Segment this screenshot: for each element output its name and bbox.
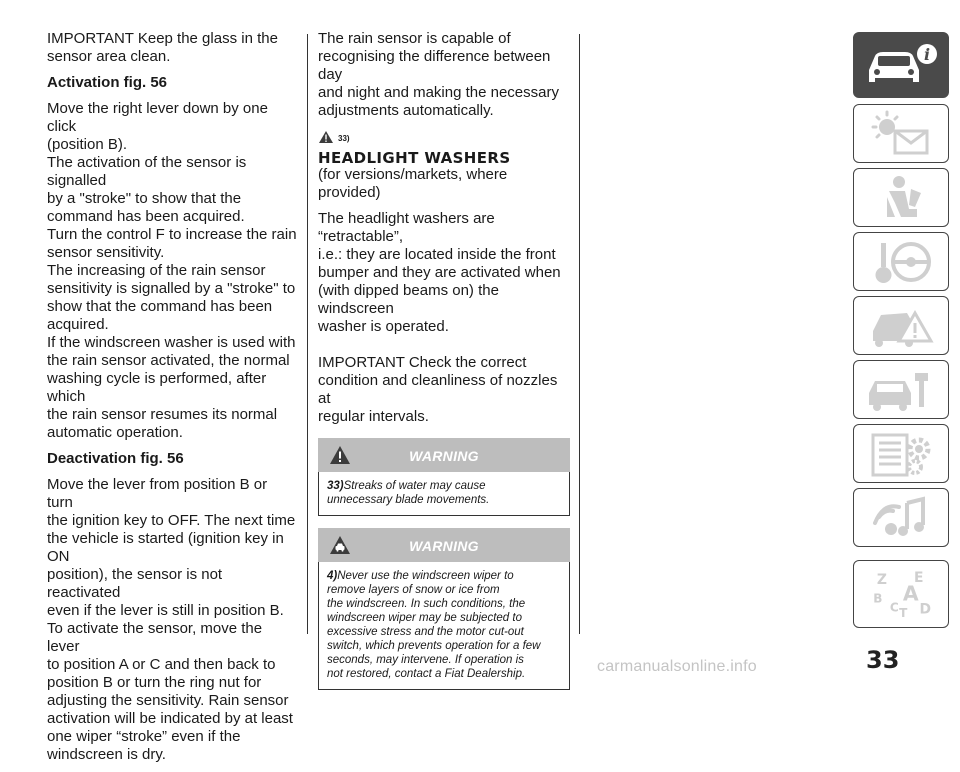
text-line: (position B). bbox=[47, 136, 128, 153]
text-line: The headlight washers are “retractable”, bbox=[318, 210, 495, 245]
text-line: adjustments automatically. bbox=[318, 102, 494, 119]
right-column bbox=[318, 30, 570, 690]
tab-safety[interactable] bbox=[853, 168, 949, 227]
section-title: HEADLIGHT WASHERS bbox=[318, 149, 511, 167]
tab-maintenance[interactable] bbox=[853, 360, 949, 419]
text-line: sensor area clean. bbox=[47, 48, 171, 65]
index-letter: Z bbox=[876, 571, 887, 588]
text-line: Move the right lever down by one click bbox=[47, 100, 268, 135]
specs-gear-icon bbox=[859, 429, 943, 479]
deactivation-heading: Deactivation fig. 56 bbox=[47, 450, 184, 467]
text-line: show that the command has been bbox=[47, 298, 273, 315]
text-line: The rain sensor is capable of bbox=[318, 30, 511, 47]
warning-banner bbox=[318, 438, 570, 472]
text-line: (with dipped beams on) the windscreen bbox=[318, 282, 499, 317]
text-line: to position A or C and then back to bbox=[47, 656, 276, 673]
text-line: position B or turn the ring nut for bbox=[47, 674, 262, 691]
tab-index[interactable] bbox=[853, 560, 949, 628]
text-line: even if the lever is still in position B. bbox=[47, 602, 284, 619]
text-line: adjusting the sensitivity. Rain sensor bbox=[47, 692, 289, 709]
note-line: not restored, contact a Fiat Dealership. bbox=[327, 668, 526, 680]
index-letter: D bbox=[919, 601, 932, 618]
warning-box bbox=[318, 562, 570, 690]
watermark: carmanualsonline.info bbox=[597, 658, 757, 675]
reference-number: 33) bbox=[338, 134, 350, 143]
seat-airbag-icon bbox=[859, 173, 943, 223]
note-line: remove layers of snow or ice from bbox=[327, 584, 500, 596]
note-line: Never use the windscreen wiper to bbox=[337, 570, 514, 582]
page-number: 33 bbox=[866, 646, 900, 674]
activation-heading: Activation fig. 56 bbox=[47, 74, 168, 91]
text-line: regular intervals. bbox=[318, 408, 429, 425]
rain-sensor-paragraph bbox=[318, 30, 570, 120]
note-line: the windscreen. In such conditions, the bbox=[327, 598, 526, 610]
intro-paragraph bbox=[47, 30, 297, 66]
svg-text:i: i bbox=[923, 45, 931, 64]
tab-emergency[interactable] bbox=[853, 296, 949, 355]
note-number: 33) bbox=[327, 480, 344, 492]
note-line: seconds, may intervene. If operation is bbox=[327, 654, 524, 666]
deactivation-paragraph bbox=[47, 476, 297, 764]
text-line: sensitivity is signalled by a "stroke" to bbox=[47, 280, 296, 297]
car-wrench-icon bbox=[859, 365, 943, 415]
text-line: IMPORTANT Keep the glass in the bbox=[47, 30, 278, 47]
text-line: acquired. bbox=[47, 316, 109, 333]
warning-box bbox=[318, 472, 570, 516]
headlight-paragraph bbox=[318, 210, 570, 336]
text-line: Move the lever from position B or turn bbox=[47, 476, 268, 511]
activation-paragraph bbox=[47, 100, 297, 442]
text-line: and night and making the necessary bbox=[318, 84, 559, 101]
text-line: To activate the sensor, move the lever bbox=[47, 620, 263, 655]
text-line: one wiper “stroke” even if the bbox=[47, 728, 241, 745]
column-divider bbox=[307, 34, 308, 634]
text-line: the vehicle is started (ignition key in ON bbox=[47, 530, 284, 565]
tab-multimedia[interactable] bbox=[853, 488, 949, 547]
text-line: windscreen is dry. bbox=[47, 746, 166, 763]
warning-banner bbox=[318, 528, 570, 562]
multimedia-icon bbox=[859, 493, 943, 543]
text-line: condition and cleanliness of nozzles at bbox=[318, 372, 558, 407]
text-line: The activation of the sensor is signalled bbox=[47, 154, 247, 189]
tab-technical-specs[interactable] bbox=[853, 424, 949, 483]
text-line: If the windscreen washer is used with bbox=[47, 334, 296, 351]
text-line: i.e.: they are located inside the front bbox=[318, 246, 556, 263]
tab-lights-messages[interactable] bbox=[853, 104, 949, 163]
lights-mail-icon bbox=[859, 109, 943, 159]
index-letter: E bbox=[913, 569, 924, 586]
text-line: sensor sensitivity. bbox=[47, 244, 165, 261]
text-line: Turn the control F to increase the rain bbox=[47, 226, 297, 243]
index-letter: B bbox=[873, 591, 883, 606]
text-line: by a "stroke" to show that the bbox=[47, 190, 242, 207]
text-line: automatic operation. bbox=[47, 424, 183, 441]
warning-triangle-icon bbox=[318, 130, 334, 144]
text-line: bumper and they are activated when bbox=[318, 264, 561, 281]
text-line: the rain sensor resumes its normal bbox=[47, 406, 278, 423]
text-line: washer is operated. bbox=[318, 318, 449, 335]
warning-reference[interactable] bbox=[318, 122, 570, 144]
section-subtitle: (for versions/markets, where provided) bbox=[318, 166, 508, 201]
text-line: washing cycle is performed, after which bbox=[47, 370, 267, 405]
text-line: recognising the difference between day bbox=[318, 48, 551, 83]
text-line: IMPORTANT Check the correct bbox=[318, 354, 527, 371]
note-line: switch, which prevents operation for a few bbox=[327, 640, 541, 652]
index-letter: C bbox=[889, 600, 899, 615]
warning-label: WARNING bbox=[409, 448, 479, 464]
note-line: unnecessary blade movements. bbox=[327, 494, 490, 506]
text-line: position), the sensor is not reactivated bbox=[47, 566, 223, 601]
index-letter: T bbox=[899, 606, 908, 621]
important-paragraph bbox=[318, 354, 570, 426]
warning-label: WARNING bbox=[409, 538, 479, 554]
index-letters-icon bbox=[859, 569, 943, 619]
note-line: excessive stress and the motor cut-out bbox=[327, 626, 524, 638]
note-line: windscreen wiper may be subjected to bbox=[327, 612, 522, 624]
key-steering-icon bbox=[859, 237, 943, 287]
note-number: 4) bbox=[327, 570, 338, 582]
index-letter: A bbox=[902, 581, 919, 606]
text-line: The increasing of the rain sensor bbox=[47, 262, 266, 279]
text-line: activation will be indicated by at least bbox=[47, 710, 293, 727]
tab-starting-driving[interactable] bbox=[853, 232, 949, 291]
tab-knowing-your-car[interactable] bbox=[853, 32, 949, 98]
note-line: Streaks of water may cause bbox=[343, 480, 486, 492]
column-divider bbox=[579, 34, 580, 634]
text-line: command has been acquired. bbox=[47, 208, 245, 225]
text-line: the ignition key to OFF. The next time bbox=[47, 512, 296, 529]
left-column bbox=[47, 30, 297, 772]
emergency-car-icon bbox=[859, 301, 943, 351]
text-line: the rain sensor activated, the normal bbox=[47, 352, 290, 369]
car-info-icon bbox=[859, 40, 943, 90]
